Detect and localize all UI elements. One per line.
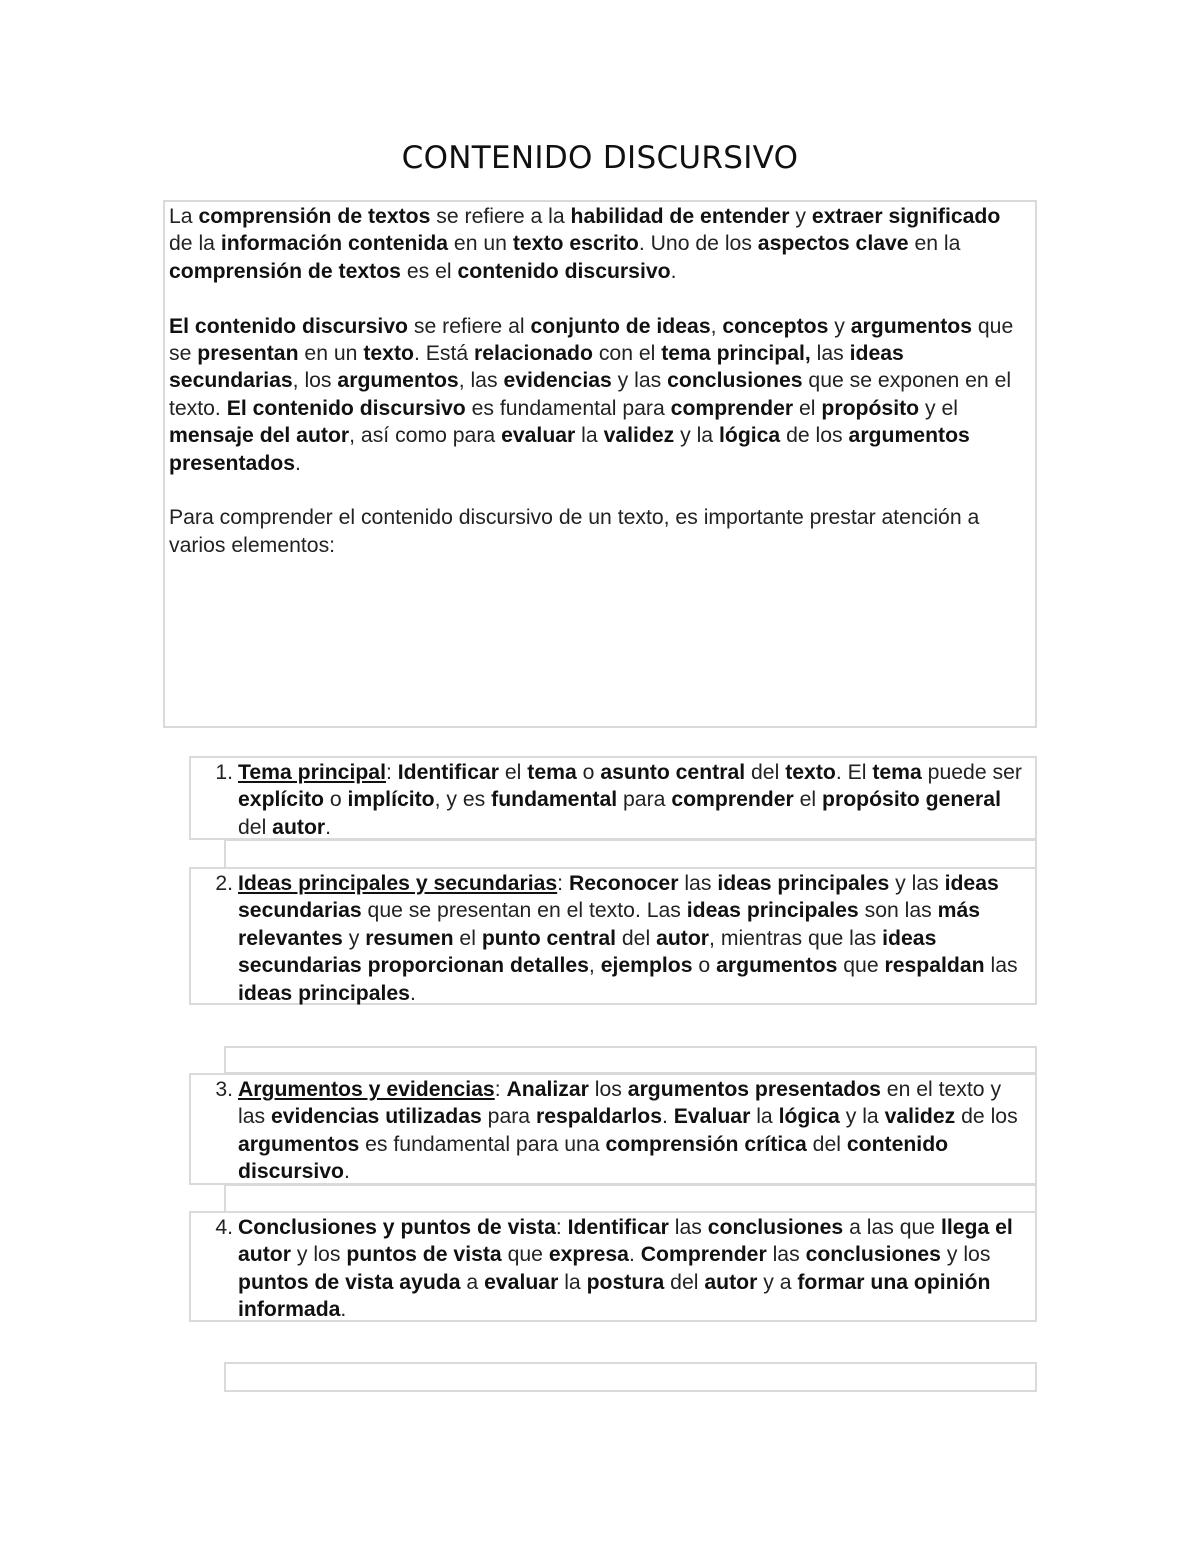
- text-run: , las: [458, 369, 504, 393]
- bold-text: puntos de vista: [346, 1243, 502, 1267]
- text-run: y a: [757, 1270, 798, 1294]
- text-run: , y es: [434, 788, 492, 812]
- text-run: de los: [780, 424, 849, 448]
- list-item: [189, 1211, 1037, 1322]
- bold-text: conjunto de ideas: [530, 314, 711, 338]
- text-run: a las que: [843, 1216, 941, 1239]
- text-run: .: [628, 1243, 641, 1267]
- bold-text: Tema principal: [238, 761, 386, 784]
- empty-box: [224, 1362, 1037, 1392]
- text-run: .: [295, 451, 301, 475]
- text-run: . El: [835, 761, 873, 784]
- text-run: .: [670, 259, 677, 283]
- text-run: los: [588, 1078, 628, 1101]
- text-run: es fundamental para: [465, 396, 671, 420]
- text-run: que se exponen en el texto.: [169, 369, 1012, 420]
- bold-text: argumentos: [716, 954, 838, 978]
- intro-paragraph-2: [169, 313, 1025, 477]
- text-run: del: [806, 1132, 847, 1156]
- bold-text: relacionado: [474, 342, 593, 366]
- bold-text: propósito: [821, 396, 920, 420]
- bold-text: formar una opinión informada: [238, 1270, 991, 1322]
- list-item-text: [238, 872, 1018, 1005]
- text-run: que: [501, 1243, 549, 1267]
- bold-text: conceptos: [722, 314, 829, 338]
- text-run: en un: [298, 342, 364, 366]
- bold-text: lógica: [778, 1105, 840, 1129]
- text-run: .: [409, 981, 416, 1005]
- text-run: o: [692, 954, 717, 978]
- text-run: que: [837, 954, 885, 978]
- text-run: del: [745, 761, 786, 784]
- text-run: y las: [611, 369, 668, 393]
- bold-text: validez: [884, 1105, 956, 1129]
- bold-text: mensaje del autor: [169, 424, 350, 448]
- bold-text: argumentos presentados: [627, 1078, 881, 1101]
- bold-text: texto: [363, 342, 414, 366]
- text-run: del: [664, 1270, 705, 1294]
- bold-text: argumentos presentados: [169, 424, 970, 475]
- bold-text: implícito: [347, 788, 435, 812]
- bold-text: Identificar: [567, 1216, 669, 1239]
- empty-box: [224, 839, 1037, 869]
- text-run: y los: [940, 1243, 991, 1267]
- text-run: :: [385, 761, 398, 784]
- text-run: a: [460, 1270, 485, 1294]
- text-run: . Uno de los: [638, 232, 758, 256]
- text-run: del: [616, 926, 657, 950]
- text-run: el: [499, 761, 528, 784]
- bold-text: contenido discursivo: [457, 259, 671, 283]
- text-run: .: [340, 1298, 347, 1322]
- text-run: y la: [674, 424, 719, 448]
- bold-text: comprender: [670, 396, 794, 420]
- text-run: .: [661, 1105, 674, 1129]
- bold-text: Conclusiones y puntos de vista: [238, 1216, 556, 1239]
- text-run: y la: [839, 1105, 885, 1129]
- list-item-text: [238, 1078, 1018, 1183]
- text-run: Para comprender el contenido discursivo de un texto, es importante prestar atención a varios elementos:: [169, 506, 980, 557]
- bold-text: postura: [586, 1270, 665, 1294]
- bold-text: ejemplos: [600, 954, 693, 978]
- bold-text: lógica: [718, 424, 781, 448]
- text-run: La: [169, 205, 199, 228]
- bold-text: ideas principales: [686, 899, 859, 923]
- bold-text: autor: [656, 926, 710, 950]
- bold-text: Reconocer: [568, 872, 679, 895]
- bold-text: Analizar: [506, 1078, 589, 1101]
- bold-text: habilidad de entender: [570, 205, 790, 228]
- text-run: las: [984, 954, 1018, 978]
- text-run: y los: [290, 1243, 347, 1267]
- text-run: de la: [169, 232, 221, 256]
- empty-box: [224, 1184, 1037, 1213]
- text-run: y: [828, 314, 851, 338]
- bold-text: texto escrito: [512, 232, 639, 256]
- list-item-number: 3.: [215, 1078, 233, 1101]
- text-run: en un: [448, 232, 513, 256]
- bold-text: El contenido discursivo: [169, 314, 408, 338]
- intro-paragraph-3: [169, 504, 1025, 559]
- bold-text: validez: [603, 424, 675, 448]
- bold-text: ideas secundarias: [238, 872, 999, 923]
- text-run: se refiere a la: [430, 205, 571, 228]
- list-item: [189, 756, 1037, 840]
- bold-text: evaluar: [501, 424, 576, 448]
- text-run: .: [343, 1160, 350, 1184]
- document-title: CONTENIDO DISCURSIVO: [401, 140, 799, 176]
- bold-text: punto central: [481, 926, 617, 950]
- bold-text: fundamental: [491, 788, 618, 812]
- bold-text: respaldarlos: [535, 1105, 662, 1129]
- text-run: . Está: [413, 342, 475, 366]
- intro-text-box: [163, 200, 1037, 728]
- text-run: la: [750, 1105, 779, 1129]
- text-run: de los: [955, 1105, 1018, 1129]
- text-run: se refiere al: [408, 314, 531, 338]
- text-run: , mientras que las: [709, 926, 883, 950]
- bold-text: tema principal,: [661, 342, 811, 366]
- text-run: el: [793, 788, 823, 812]
- bold-text: Identificar: [397, 761, 500, 784]
- bold-text: evidencias utilizadas: [270, 1105, 482, 1129]
- list-item-text: [238, 1216, 1013, 1321]
- text-run: , los: [292, 369, 338, 393]
- text-run: la: [558, 1270, 587, 1294]
- bold-text: aspectos clave: [757, 232, 909, 256]
- text-run: , así como para: [349, 424, 502, 448]
- bold-text: propósito general: [822, 788, 1001, 812]
- bold-text: El contenido discursivo: [226, 396, 466, 420]
- bold-text: ideas secundarias: [169, 342, 904, 393]
- bold-text: más relevantes: [238, 899, 981, 950]
- text-run: es el: [400, 259, 458, 283]
- bold-text: conclusiones: [707, 1216, 844, 1239]
- intro-paragraph-1: [169, 203, 1025, 285]
- text-run: y el: [919, 396, 958, 420]
- list-item-number: 4.: [215, 1216, 233, 1239]
- bold-text: resumen: [365, 926, 454, 950]
- text-run: que se: [169, 314, 1014, 366]
- bold-text: argumentos: [337, 369, 459, 393]
- bold-text: comprender: [671, 788, 794, 812]
- text-run: en el texto y las: [238, 1078, 1002, 1129]
- bold-text: Evaluar: [673, 1105, 751, 1129]
- text-run: son las: [858, 899, 938, 923]
- text-run: y: [789, 205, 812, 228]
- bold-text: presentan: [197, 342, 299, 366]
- bold-text: información contenida: [220, 232, 449, 256]
- text-run: que se presentan en el texto. Las: [361, 899, 687, 923]
- text-run: :: [557, 872, 569, 895]
- text-run: para: [481, 1105, 536, 1129]
- bold-text: evaluar: [484, 1270, 559, 1294]
- bold-text: evidencias: [503, 369, 612, 393]
- text-run: .: [325, 815, 332, 839]
- list-item-number: 1.: [215, 761, 233, 784]
- text-run: el: [453, 926, 482, 950]
- bold-text: Ideas principales y secundarias: [238, 872, 558, 895]
- text-run: las: [810, 342, 850, 366]
- bold-text: autor: [704, 1270, 758, 1294]
- text-run: o: [323, 788, 348, 812]
- text-run: es fundamental para una: [359, 1132, 606, 1156]
- empty-box: [224, 1046, 1037, 1074]
- bold-text: argumentos: [850, 314, 972, 338]
- bold-text: ideas secundarias: [238, 926, 937, 978]
- bold-text: conclusiones: [667, 369, 803, 393]
- bold-text: tema: [872, 761, 922, 784]
- text-run: :: [555, 1216, 568, 1239]
- text-run: :: [494, 1078, 507, 1101]
- bold-text: contenido discursivo: [238, 1132, 949, 1184]
- text-run: para: [617, 788, 672, 812]
- text-run: y: [342, 926, 366, 950]
- text-run: las: [766, 1243, 806, 1267]
- bold-text: conclusiones: [805, 1243, 941, 1267]
- text-run: y las: [889, 872, 945, 895]
- text-run: ,: [588, 954, 601, 978]
- text-run: la: [575, 424, 604, 448]
- list-item-text: [238, 761, 1022, 839]
- bold-text: ayuda: [399, 1270, 461, 1294]
- bold-text: comprensión crítica: [605, 1132, 807, 1156]
- text-run: en la: [908, 232, 961, 256]
- bold-text: comprensión de textos: [198, 205, 431, 228]
- list-item-number: 2.: [215, 872, 233, 895]
- text-run: ,: [710, 314, 723, 338]
- bold-text: proporcionan detalles: [367, 954, 589, 978]
- bold-text: respaldan: [884, 954, 985, 978]
- bold-text: ideas principales: [238, 981, 410, 1005]
- text-run: puede ser: [921, 761, 1022, 784]
- bold-text: autor: [272, 815, 326, 839]
- text-run: del: [238, 815, 273, 839]
- text-run: con el: [592, 342, 662, 366]
- bold-text: expresa: [548, 1243, 629, 1267]
- bold-text: argumentos: [238, 1132, 360, 1156]
- text-run: el: [793, 396, 822, 420]
- bold-text: texto: [785, 761, 836, 784]
- text-run: las: [678, 872, 718, 895]
- bold-text: Comprender: [640, 1243, 767, 1267]
- bold-text: puntos de vista: [238, 1270, 394, 1294]
- bold-text: llega el autor: [238, 1216, 1013, 1267]
- bold-text: Argumentos y evidencias: [238, 1078, 495, 1101]
- list-item: [189, 867, 1037, 1005]
- bold-text: asunto central: [600, 761, 746, 784]
- bold-text: comprensión de textos: [169, 259, 401, 283]
- bold-text: explícito: [238, 788, 324, 812]
- list-item: [189, 1073, 1037, 1185]
- text-run: las: [668, 1216, 708, 1239]
- bold-text: tema: [527, 761, 577, 784]
- text-run: o: [576, 761, 601, 784]
- bold-text: extraer significado: [811, 205, 1001, 228]
- bold-text: ideas principales: [717, 872, 890, 895]
